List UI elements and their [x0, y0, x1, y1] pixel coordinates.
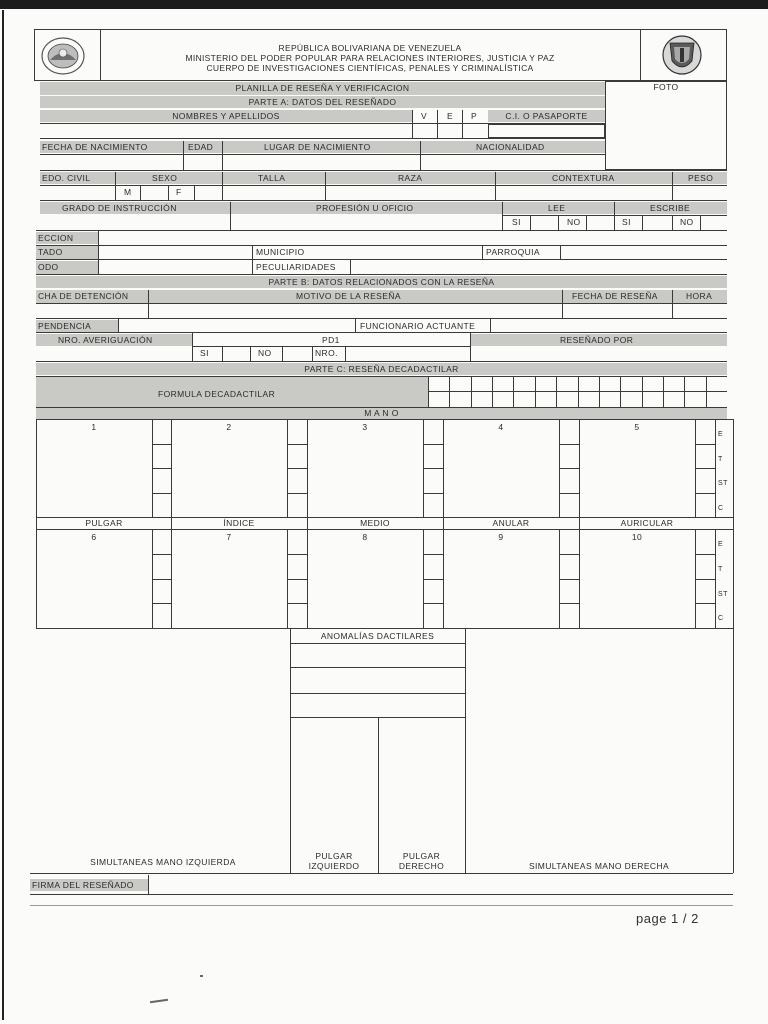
dependencia-label: PENDENCIA — [38, 321, 92, 331]
lee-no-option[interactable]: NO — [567, 217, 581, 227]
resenado-por-label: RESEÑADO POR — [560, 335, 634, 345]
profesion-field[interactable] — [231, 215, 502, 230]
finger-number: 7 — [226, 532, 232, 542]
lugar-nacimiento-label: LUGAR DE NACIMIENTO — [264, 142, 371, 152]
formula-cell[interactable] — [450, 392, 469, 405]
fecha-detencion-field[interactable] — [36, 304, 148, 318]
part-b-title: PARTE B: DATOS RELACIONADOS CON LA RESEÑA — [268, 277, 495, 287]
apodo-field[interactable] — [99, 261, 252, 274]
page-top-edge — [0, 0, 768, 9]
finger-strip-tick — [559, 468, 579, 469]
finger-box[interactable] — [172, 530, 286, 627]
nombres-field[interactable] — [40, 124, 412, 138]
anomalias-line-1[interactable] — [291, 644, 465, 666]
finger-box[interactable] — [308, 530, 422, 627]
finger-number: 10 — [631, 532, 643, 542]
photo-label: FOTO — [653, 82, 679, 92]
pulgar-derecho-box[interactable] — [379, 718, 465, 848]
formula-cell[interactable] — [450, 377, 469, 390]
anomalias-line-2[interactable] — [291, 668, 465, 692]
formula-cell[interactable] — [429, 392, 448, 405]
raza-field[interactable] — [326, 186, 495, 200]
finger-strip-tick — [287, 468, 307, 469]
estado-field[interactable] — [99, 246, 252, 259]
resenado-por-field[interactable] — [471, 347, 727, 361]
page-left-edge — [2, 10, 4, 1020]
finger-strip-tick — [695, 579, 715, 580]
finger-strip-tick — [559, 493, 579, 494]
finger-name-label: ANULAR — [492, 518, 530, 528]
grado-instruccion-label: GRADO DE INSTRUCCIÓN — [62, 203, 177, 213]
finger-number: 1 — [91, 422, 97, 432]
formula-cell[interactable] — [493, 392, 512, 405]
code-column-line — [715, 529, 716, 628]
part-a-title: PARTE A: DATOS DEL RESEÑADO — [248, 97, 397, 107]
side-code: E — [718, 541, 724, 548]
formula-cell[interactable] — [536, 377, 555, 390]
municipio-field[interactable] — [340, 246, 482, 259]
finger-strip-tick — [559, 603, 579, 604]
code-column-line — [715, 419, 716, 517]
finger-strip-tick — [287, 579, 307, 580]
p-option[interactable]: P — [470, 111, 478, 121]
finger-strip-tick — [423, 554, 443, 555]
pd1-label: PD1 — [322, 335, 340, 345]
cicpc-seal-icon — [40, 36, 86, 76]
simultaneas-derecha-label: SIMULTANEAS MANO DERECHA — [528, 861, 670, 871]
ci-label: C.I. O PASAPORTE — [505, 111, 588, 121]
peculiaridades-field[interactable] — [351, 261, 727, 274]
formula-cell[interactable] — [621, 392, 640, 405]
finger-strip-tick — [559, 579, 579, 580]
municipio-label: MUNICIPIO — [256, 247, 305, 257]
edad-field[interactable] — [184, 155, 222, 170]
formula-cell[interactable] — [536, 392, 555, 405]
formula-cell[interactable] — [514, 377, 533, 390]
finger-strip-tick — [695, 554, 715, 555]
motivo-label: MOTIVO DE LA RESEÑA — [296, 291, 401, 301]
ci-field[interactable] — [488, 124, 605, 138]
formula-cell[interactable] — [472, 377, 491, 390]
talla-label: TALLA — [258, 173, 286, 183]
side-code: T — [718, 455, 723, 463]
sexo-m-option[interactable]: M — [124, 187, 132, 197]
contextura-label: CONTEXTURA — [552, 173, 615, 183]
finger-strip-tick — [152, 493, 172, 494]
nacionalidad-label: NACIONALIDAD — [476, 142, 545, 152]
edo-civil-label: EDO. CIVIL — [42, 173, 91, 183]
firma-label: FIRMA DEL RESEÑADO — [32, 880, 134, 890]
finger-box[interactable] — [580, 420, 694, 516]
simultaneas-izquierda-box[interactable] — [36, 628, 290, 854]
formula-cell[interactable] — [429, 377, 448, 390]
scan-mark — [200, 975, 203, 977]
pd1-no-option[interactable]: NO — [258, 348, 272, 358]
finger-box[interactable] — [172, 420, 286, 516]
finger-number: 5 — [634, 422, 640, 432]
formula-cell[interactable] — [472, 392, 491, 405]
finger-strip-tick — [559, 554, 579, 555]
finger-box[interactable] — [444, 420, 558, 516]
averiguacion-field[interactable] — [36, 347, 192, 361]
finger-box[interactable] — [37, 530, 151, 627]
finger-strip-tick — [695, 493, 715, 494]
formula-cell[interactable] — [707, 377, 726, 390]
page-number: page 1 / 2 — [636, 911, 699, 926]
contextura-field[interactable] — [496, 186, 672, 200]
finger-strip-tick — [423, 444, 443, 445]
formula-cell[interactable] — [493, 377, 512, 390]
finger-strip-tick — [695, 603, 715, 604]
hora-label: HORA — [686, 291, 713, 301]
finger-name-label: AURICULAR — [620, 518, 674, 528]
pulgar-izquierdo-label-1: PULGAR — [315, 851, 353, 861]
finger-name-label: PULGAR — [85, 518, 123, 528]
profesion-label: PROFESIÓN U OFICIO — [316, 203, 414, 213]
formula-cell[interactable] — [557, 392, 576, 405]
motivo-field[interactable] — [149, 304, 562, 318]
formula-cell[interactable] — [643, 392, 662, 405]
sexo-f-option[interactable]: F — [176, 187, 182, 197]
peso-field[interactable] — [673, 186, 727, 200]
side-code: ST — [718, 590, 728, 598]
fecha-nacimiento-label: FECHA DE NACIMIENTO — [42, 142, 148, 152]
formula-cell[interactable] — [707, 392, 726, 405]
scan-mark — [150, 999, 168, 1003]
raza-label: RAZA — [398, 173, 423, 183]
anomalias-label: ANOMALÍAS DACTILARES — [320, 631, 435, 641]
finger-box[interactable] — [444, 530, 558, 627]
finger-strip-tick — [287, 554, 307, 555]
formula-label: FORMULA DECADACTILAR — [158, 389, 276, 399]
edo-civil-field[interactable] — [40, 186, 115, 200]
pd1-nro-label: NRO. — [315, 348, 338, 358]
finger-strip-tick — [423, 579, 443, 580]
finger-strip-tick — [695, 444, 715, 445]
direccion-label: ECCION — [38, 233, 74, 243]
escribe-si-option[interactable]: SI — [622, 217, 631, 227]
side-code: ST — [718, 480, 728, 487]
finger-number: 3 — [362, 422, 368, 432]
finger-box[interactable] — [580, 530, 694, 627]
finger-box[interactable] — [308, 420, 422, 516]
simultaneas-derecha-box[interactable] — [466, 628, 733, 854]
parroquia-label: PARROQUIA — [486, 247, 540, 257]
pd1-si-option[interactable]: SI — [200, 348, 209, 358]
peso-label: PESO — [688, 173, 714, 183]
pulgar-izquierdo-box[interactable] — [291, 718, 378, 848]
dependencia-field[interactable] — [119, 320, 355, 332]
finger-number: 9 — [498, 532, 504, 542]
finger-number: 8 — [362, 532, 368, 542]
finger-box[interactable] — [37, 420, 151, 516]
finger-strip-tick — [695, 468, 715, 469]
lee-si-option[interactable]: SI — [512, 217, 521, 227]
pulgar-izquierdo-label-2: IZQUIERDO — [308, 861, 360, 871]
side-code: T — [718, 565, 723, 573]
parroquia-field[interactable] — [561, 246, 727, 259]
nombres-label: NOMBRES Y APELLIDOS — [172, 111, 280, 121]
side-code: E — [718, 431, 724, 438]
finger-number: 4 — [498, 422, 504, 432]
firma-field[interactable] — [149, 876, 733, 894]
header-line-2: MINISTERIO DEL PODER POPULAR PARA RELACIONES INTERIORES, JUSTICIA Y PAZ — [185, 53, 555, 63]
finger-strip-tick — [287, 603, 307, 604]
estado-label: TADO — [38, 247, 63, 257]
finger-strip-tick — [287, 444, 307, 445]
side-code: C — [718, 615, 724, 623]
funcionario-label: FUNCIONARIO ACTUANTE — [360, 321, 476, 331]
finger-name-label: ÍNDICE — [223, 518, 255, 528]
formula-cell[interactable] — [600, 377, 619, 390]
finger-strip-tick — [152, 603, 172, 604]
fecha-nacimiento-field[interactable] — [40, 155, 183, 170]
grado-instruccion-field[interactable] — [40, 215, 230, 230]
formula-cell[interactable] — [579, 392, 598, 405]
finger-strip-tick — [559, 444, 579, 445]
escribe-no-option[interactable]: NO — [680, 217, 694, 227]
finger-number: 6 — [91, 532, 97, 542]
edad-label: EDAD — [188, 142, 214, 152]
finger-name-label: MEDIO — [360, 518, 390, 528]
header-line-3: CUERPO DE INVESTIGACIONES CIENTÍFICAS, PENALES Y CRIMINALÍSTICA — [206, 63, 534, 73]
e-option[interactable]: E — [446, 111, 454, 121]
pulgar-derecho-label-2: DERECHO — [398, 861, 445, 871]
mano-label: M A N O — [364, 408, 399, 418]
formula-cell[interactable] — [514, 392, 533, 405]
fecha-detencion-label: CHA DE DETENCIÓN — [38, 291, 129, 301]
fecha-resena-field[interactable] — [563, 304, 672, 318]
pd1-nro-field[interactable] — [346, 347, 470, 361]
fecha-resena-label: FECHA DE RESEÑA — [572, 291, 658, 301]
simultaneas-izquierda-label: SIMULTANEAS MANO IZQUIERDA — [90, 857, 236, 867]
sexo-label: SEXO — [152, 173, 178, 183]
formula-cell[interactable] — [557, 377, 576, 390]
cicpc-shield-icon — [662, 33, 702, 77]
finger-strip-tick — [152, 444, 172, 445]
escribe-label: ESCRIBE — [650, 203, 691, 213]
hora-field[interactable] — [673, 304, 727, 318]
header-line-1: REPÚBLICA BOLIVARIANA DE VENEZUELA — [278, 43, 462, 53]
talla-field[interactable] — [223, 186, 325, 200]
part-c-title: PARTE C: RESEÑA DECADACTILAR — [304, 364, 459, 374]
finger-strip-tick — [287, 493, 307, 494]
finger-number: 2 — [226, 422, 232, 432]
finger-strip-tick — [152, 579, 172, 580]
apodo-label: ODO — [38, 262, 59, 272]
nacionalidad-field[interactable] — [421, 155, 605, 170]
formula-cell[interactable] — [685, 377, 704, 390]
finger-names-line — [36, 529, 733, 530]
averiguacion-label: NRO. AVERIGUACIÓN — [58, 335, 153, 345]
formula-cell[interactable] — [664, 377, 683, 390]
finger-strip-tick — [152, 468, 172, 469]
photo-box — [605, 81, 727, 170]
funcionario-field[interactable] — [491, 320, 727, 332]
v-option[interactable]: V — [420, 111, 428, 121]
direccion-field[interactable] — [99, 232, 727, 244]
peculiaridades-label: PECULIARIDADES — [256, 262, 336, 272]
side-code: C — [718, 504, 724, 512]
formula-cell[interactable] — [643, 377, 662, 390]
finger-strip-tick — [152, 554, 172, 555]
formula-cell[interactable] — [664, 392, 683, 405]
anomalias-line-3[interactable] — [291, 694, 465, 716]
finger-strip-tick — [423, 493, 443, 494]
finger-strip-tick — [423, 603, 443, 604]
formula-cell[interactable] — [621, 377, 640, 390]
formula-cell[interactable] — [579, 377, 598, 390]
pulgar-derecho-label-1: PULGAR — [402, 851, 441, 861]
formula-cell[interactable] — [685, 392, 704, 405]
formula-cell[interactable] — [600, 392, 619, 405]
finger-strip-tick — [423, 468, 443, 469]
lee-label: LEE — [548, 203, 566, 213]
form-title: PLANILLA DE RESEÑA Y VERIFICACION — [235, 83, 410, 93]
lugar-nacimiento-field[interactable] — [223, 155, 420, 170]
